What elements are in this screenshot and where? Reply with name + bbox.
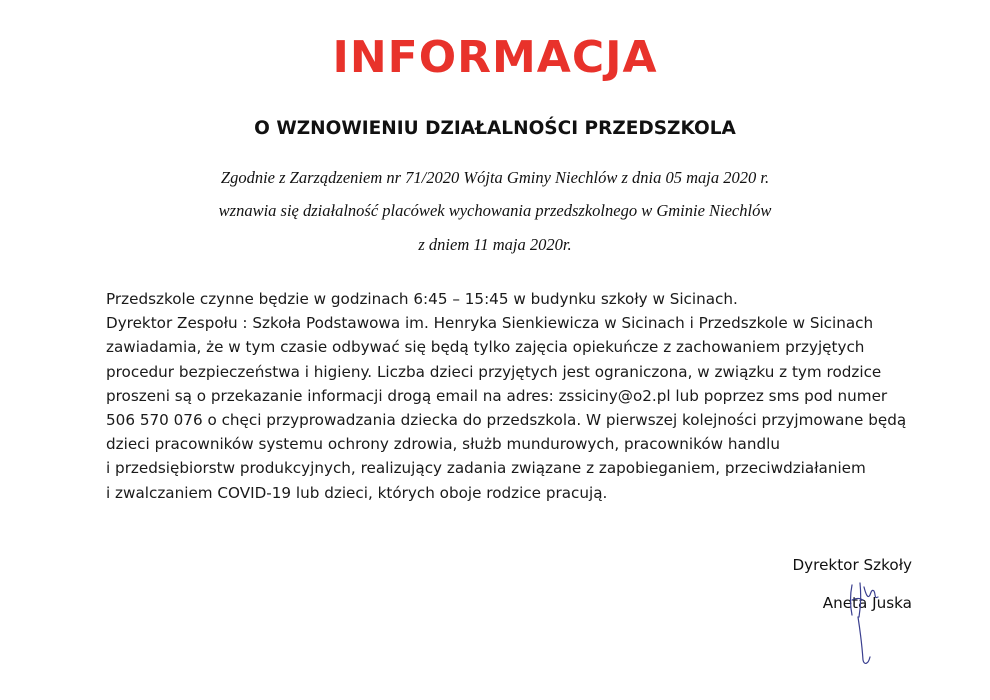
body-line: zawiadamia, że w tym czasie odbywać się będą tylko zajęcia opiekuńcze z zachowaniem przyjętych — [106, 338, 865, 357]
document-title: INFORMACJA — [332, 32, 658, 83]
intro-line-1: Zgodnie z Zarządzeniem nr 71/2020 Wójta Gminy Niechlów z dnia 05 maja 2020 r. — [220, 168, 770, 187]
body-line: procedur bezpieczeństwa i higieny. Liczba dzieci przyjętych jest ograniczona, w związku z tym rodzice — [106, 362, 882, 381]
document-subtitle: O WZNOWIENIU DZIAŁALNOŚCI PRZEDSZKOLA — [254, 118, 736, 139]
body-line: 506 570 076 o chęci przyprowadzania dziecka do przedszkola. W pierwszej kolejności przyjmowane będą — [106, 411, 907, 430]
body-paragraph — [106, 287, 906, 505]
handwritten-signature — [830, 565, 890, 670]
body-line: dzieci pracowników systemu ochrony zdrowia, służb mundurowych, pracowników handlu — [106, 435, 780, 454]
body-line: i przedsiębiorstw produkcyjnych, realizujący zadania związane z zapobieganiem, przeciwdziałaniem — [106, 459, 866, 478]
intro-line-3: z dniem 11 maja 2020r. — [418, 235, 572, 254]
body-line: Dyrektor Zespołu : Szkoła Podstawowa im. Henryka Sienkiewicza w Sicinach i Przedszkole w Sicinach — [106, 314, 874, 333]
body-line: Przedszkole czynne będzie w godzinach 6:45 – 15:45 w budynku szkoły w Sicinach. — [106, 290, 738, 308]
signature-role: Dyrektor Szkoły — [792, 556, 912, 574]
signature-name: Aneta Juska — [822, 594, 912, 612]
body-line: proszeni są o przekazanie informacji drogą email na adres: zssiciny@o2.pl lub poprzez sms pod numer — [106, 386, 888, 405]
intro-line-2: wznawia się działalność placówek wychowania przedszkolnego w Gminie Niechlów — [218, 201, 772, 220]
body-line: i zwalczaniem COVID-19 lub dzieci, których oboje rodzice pracują. — [106, 483, 608, 502]
